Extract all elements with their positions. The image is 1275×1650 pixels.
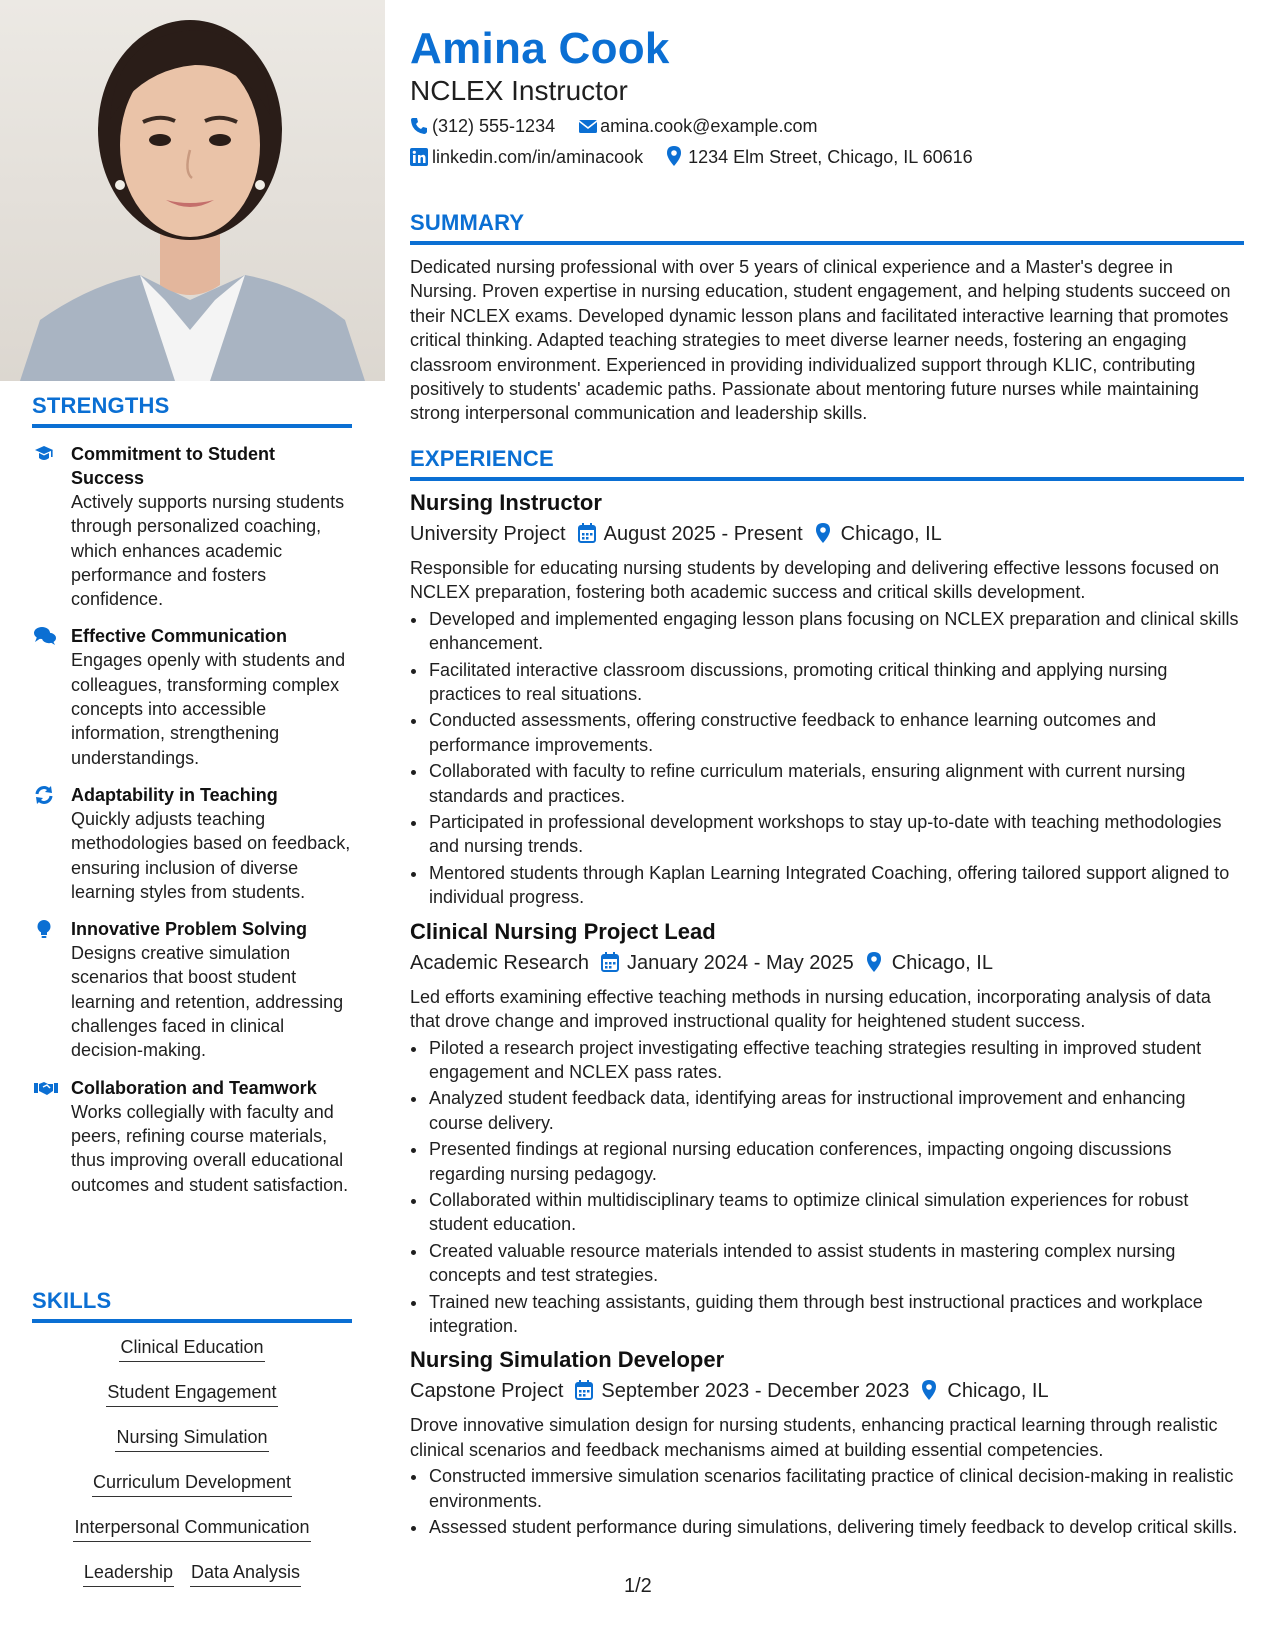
skill-tag: Data Analysis — [190, 1560, 301, 1587]
skills-heading: SKILLS — [32, 1288, 352, 1323]
bullet-item: • Facilitated interactive classroom discussions, promoting critical thinking and applying nursing practices to real situations. — [428, 658, 1244, 707]
linkedin-text: linkedin.com/in/aminacook — [432, 147, 644, 167]
calendar-icon — [575, 1380, 593, 1400]
strength-description: Designs creative simulation scenarios that boost student learning and retention, addressing challenges faced in clinical decision-making. — [71, 943, 344, 1061]
skill-tag: Clinical Education — [119, 1335, 264, 1362]
strengths-section — [32, 393, 352, 1197]
email-contact[interactable] — [578, 114, 817, 138]
job-organization: Capstone Project — [410, 1380, 564, 1403]
job-dates: January 2024 - May 2025 — [626, 951, 854, 974]
profile-photo — [0, 0, 385, 381]
job-description: Led efforts examining effective teaching methods in nursing education, incorporating analysis of data that drove change and improved instructional quality for heightened student success. — [410, 986, 1211, 1032]
graduation-cap-icon — [34, 444, 56, 464]
address-contact — [666, 145, 973, 169]
summary-heading: SUMMARY — [410, 210, 1244, 245]
job-title: Nursing Simulation Developer — [410, 1347, 725, 1373]
job-bullets — [410, 1464, 1244, 1539]
strength-item — [32, 442, 352, 611]
handshake-icon — [34, 1078, 56, 1098]
strength-description: Quickly adjusts teaching methodologies based on feedback, ensuring inclusion of diverse learning styles from students. — [71, 808, 351, 902]
location-pin-icon — [815, 523, 833, 543]
skills-list — [32, 1335, 352, 1588]
lightbulb-icon — [34, 919, 56, 939]
job-location: Chicago, IL — [891, 951, 993, 974]
job-title: Clinical Nursing Project Lead — [410, 918, 716, 944]
strength-description: Engages openly with students and colleagues, transforming complex concepts into accessible information, strengthening understandings. — [71, 650, 346, 768]
bullet-item: • Presented findings at regional nursing education conferences, impacting ongoing discussions regarding nursing pedagogy. — [428, 1137, 1244, 1186]
strength-item — [32, 1076, 352, 1197]
job-dates: August 2025 - Present — [603, 523, 803, 545]
linkedin-contact[interactable] — [410, 145, 643, 169]
bullet-item: • Conducted assessments, offering constructive feedback to enhance learning outcomes and performance improvements. — [428, 708, 1244, 757]
location-pin-icon — [921, 1380, 939, 1400]
job-entry — [410, 918, 1244, 1339]
skills-section — [32, 1288, 352, 1605]
skill-tag: Leadership — [83, 1560, 174, 1587]
contact-row-2 — [410, 145, 991, 169]
skill-tag: Interpersonal Communication — [73, 1515, 310, 1542]
strength-description: Works collegially with faculty and peers, refining course materials, thus improving overall educational outcomes and student satisfaction. — [71, 1101, 349, 1195]
summary-text: Dedicated nursing professional with over 5 years of clinical experience and a Master's degree in Nursing. Proven expertise in nursing education, student engagement, and helping students succeed on their NCLEX exams. Developed dynamic lesson plans and facilitated interactive learning that promotes critical thinking. Adapted teaching strategies to meet diverse learner needs, fostering an engaging classroom environment. Experienced in providing individualized support through KLIC, contributing positively to students' academic paths. Passionate about mentoring future nurses while maintaining strong interpersonal communication and leadership skills. — [410, 257, 1231, 424]
calendar-icon — [578, 523, 596, 543]
phone-text: (312) 555-1234 — [432, 116, 556, 136]
strength-title: Effective Communication — [71, 626, 288, 647]
bullet-item: • Developed and implemented engaging lesson plans focusing on NCLEX preparation and clinical skills enhancement. — [428, 607, 1244, 656]
strength-description: Actively supports nursing students through personalized coaching, which enhances academic performance and fosters confidence. — [71, 492, 345, 610]
page-number: 1/2 — [624, 1575, 652, 1597]
job-meta — [410, 520, 1244, 548]
location-pin-icon — [866, 952, 884, 972]
address-text: 1234 Elm Street, Chicago, IL 60616 — [688, 147, 973, 167]
job-description: Responsible for educating nursing students by developing and delivering effective lessons focused on NCLEX preparation, fostering both academic success and critical skills development. — [410, 558, 1220, 603]
linkedin-icon — [410, 148, 428, 166]
bullet-item: • Collaborated with faculty to refine curriculum materials, ensuring alignment with current nursing standards and practices. — [428, 759, 1244, 808]
skill-tag: Curriculum Development — [92, 1470, 292, 1497]
job-location: Chicago, IL — [840, 523, 942, 545]
experience-section — [410, 446, 1244, 1541]
bullet-item: • Created valuable resource materials intended to assist students in mastering complex nursing concepts and test strategies. — [428, 1239, 1244, 1288]
skill-tag: Student Engagement — [106, 1380, 277, 1407]
strength-item — [32, 783, 352, 904]
job-bullets — [410, 1036, 1244, 1339]
email-text: amina.cook@example.com — [600, 116, 818, 136]
job-bullets — [410, 607, 1244, 910]
contact-row-1 — [410, 114, 835, 138]
bullet-item: • Mentored students through Kaplan Learning Integrated Coaching, offering tailored support aligned to individual progress. — [428, 861, 1244, 910]
bullet-item: • Collaborated within multidisciplinary teams to optimize clinical simulation experiences for robust student education. — [428, 1188, 1244, 1237]
job-title-heading: NCLEX Instructor — [410, 75, 628, 106]
job-title: Nursing Instructor — [410, 490, 602, 515]
strength-title: Innovative Problem Solving — [71, 919, 308, 940]
bullet-item: • Constructed immersive simulation scenarios facilitating practice of clinical decision-making in realistic environments. — [428, 1464, 1244, 1513]
phone-icon — [410, 117, 428, 135]
phone-contact[interactable] — [410, 114, 555, 138]
job-organization: Academic Research — [410, 951, 589, 974]
bullet-item: • Trained new teaching assistants, guiding them through best instructional practices and workplace integration. — [428, 1290, 1244, 1339]
bullet-item: • Piloted a research project investigating effective teaching strategies resulting in improved student engagement and NCLEX pass rates. — [428, 1036, 1244, 1085]
left-column — [0, 0, 385, 1650]
experience-heading: EXPERIENCE — [410, 446, 1244, 481]
skill-tag: Nursing Simulation — [115, 1425, 268, 1452]
job-dates: September 2023 - December 2023 — [601, 1380, 910, 1403]
job-meta — [410, 1377, 1244, 1405]
location-pin-icon — [666, 146, 684, 164]
job-meta — [410, 949, 1244, 977]
bullet-item: • Analyzed student feedback data, identifying areas for instructional improvement and enhancing course delivery. — [428, 1086, 1244, 1135]
bullet-item: • Assessed student performance during simulations, delivering timely feedback to develop critical skills. — [428, 1515, 1244, 1539]
candidate-name: Amina Cook — [410, 24, 670, 73]
calendar-icon — [601, 952, 619, 972]
strengths-heading: STRENGTHS — [32, 393, 352, 428]
strength-item — [32, 624, 352, 769]
strength-title: Adaptability in Teaching — [71, 784, 278, 805]
bullet-item: • Participated in professional development workshops to stay up-to-date with teaching methodologies and nursing trends. — [428, 810, 1244, 859]
job-entry — [410, 1346, 1244, 1539]
strength-item — [32, 917, 352, 1062]
job-organization: University Project — [410, 523, 566, 545]
strength-title: Collaboration and Teamwork — [71, 1077, 317, 1098]
comments-icon — [34, 626, 56, 646]
summary-section — [410, 210, 1244, 426]
job-entry — [410, 489, 1244, 910]
job-location: Chicago, IL — [947, 1380, 1049, 1403]
sync-icon — [34, 785, 56, 805]
envelope-icon — [578, 117, 596, 135]
job-description: Drove innovative simulation design for nursing students, enhancing practical learning through realistic clinical scenarios and feedback mechanisms aimed at building essential competencies. — [410, 1415, 1218, 1460]
strength-title: Commitment to Student Success — [71, 444, 275, 488]
